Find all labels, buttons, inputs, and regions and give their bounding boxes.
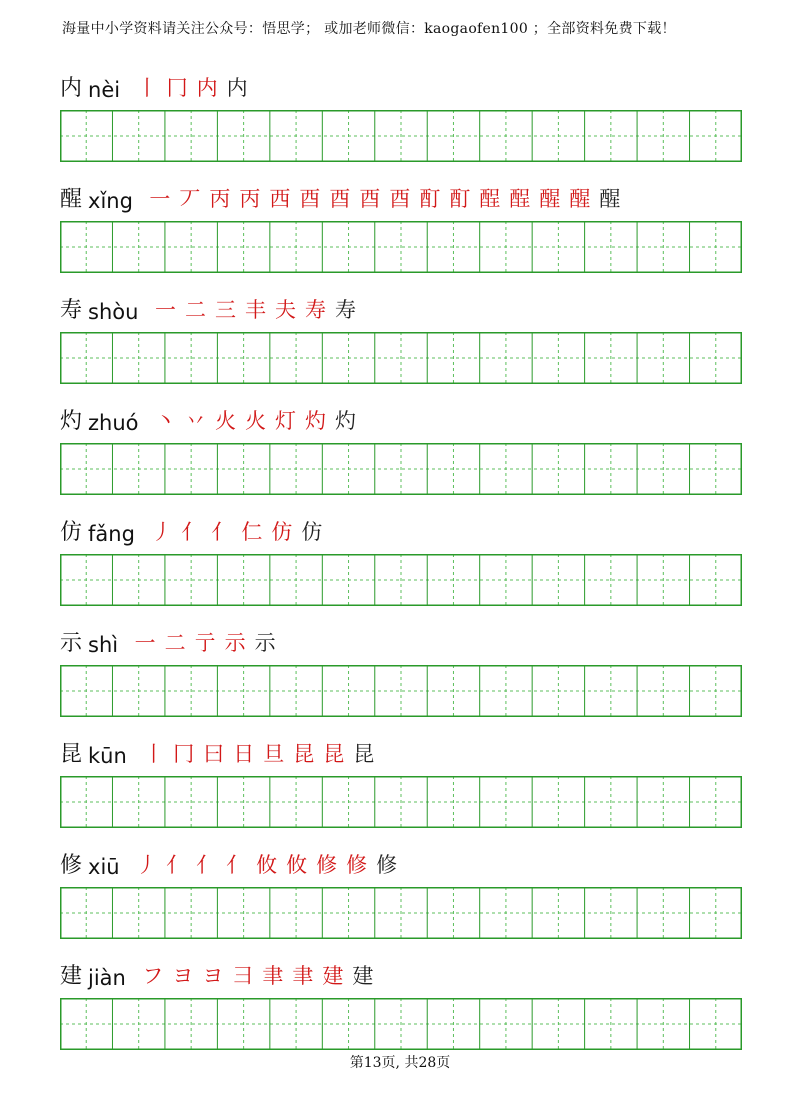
stroke-step: 灼 <box>335 409 357 433</box>
stroke-step: 丨 <box>136 76 158 100</box>
stroke-step: 三 <box>214 298 236 322</box>
character-label <box>60 847 402 879</box>
stroke-step: 仿 <box>271 520 293 544</box>
stroke-step: 酉 <box>329 187 351 211</box>
stroke-order-sequence <box>130 625 280 657</box>
stroke-step: 日 <box>233 742 255 766</box>
character-label <box>60 736 379 768</box>
stroke-step: 丰 <box>244 298 266 322</box>
grid-lines <box>60 887 742 939</box>
writing-grid[interactable] <box>60 332 742 384</box>
stroke-step: 彐 <box>232 964 254 988</box>
hanzi-character: 醒 <box>60 187 83 212</box>
pinyin-text: kūn <box>88 744 127 768</box>
stroke-step: 建 <box>322 964 344 988</box>
stroke-step: 修 <box>376 853 398 877</box>
pinyin-text: jiàn <box>88 966 126 990</box>
character-label <box>60 958 378 990</box>
stroke-step: 内 <box>196 76 218 100</box>
writing-grid[interactable] <box>60 998 742 1050</box>
stroke-step: 一 <box>134 631 156 655</box>
character-label <box>60 292 360 324</box>
hanzi-character: 昆 <box>60 742 83 767</box>
stroke-step: フ <box>142 964 164 988</box>
stroke-step: ヨ <box>202 964 224 988</box>
stroke-step: 醒 <box>599 187 621 211</box>
character-label <box>60 181 625 213</box>
stroke-step: 示 <box>254 631 276 655</box>
hanzi-character: 修 <box>60 853 83 878</box>
stroke-order-sequence <box>132 70 252 102</box>
stroke-step: 夫 <box>274 298 296 322</box>
stroke-step: 亻 <box>166 853 188 877</box>
stroke-step: 酉 <box>299 187 321 211</box>
writing-grid[interactable] <box>60 110 742 162</box>
stroke-step: 一 <box>154 298 176 322</box>
grid-lines <box>60 110 742 162</box>
stroke-step: 酉 <box>389 187 411 211</box>
stroke-step: 昆 <box>353 742 375 766</box>
stroke-step: 酲 <box>479 187 501 211</box>
pinyin-text: xiū <box>88 855 120 879</box>
stroke-order-sequence <box>145 181 625 213</box>
stroke-step: 亻 <box>211 520 233 544</box>
hanzi-character: 建 <box>60 964 83 989</box>
stroke-step: 仿 <box>301 520 323 544</box>
writing-grid[interactable] <box>60 554 742 606</box>
stroke-step: 亻 <box>181 520 203 544</box>
stroke-step: 丆 <box>179 187 201 211</box>
stroke-step: 一 <box>149 187 171 211</box>
stroke-step: 曰 <box>203 742 225 766</box>
pinyin-text: zhuó <box>88 411 139 435</box>
stroke-step: 二 <box>184 298 206 322</box>
character-label <box>60 70 252 102</box>
stroke-step: 西 <box>269 187 291 211</box>
grid-lines <box>60 443 742 495</box>
stroke-step: 寿 <box>304 298 326 322</box>
stroke-order-sequence <box>150 292 360 324</box>
writing-grid[interactable] <box>60 221 742 273</box>
stroke-step: 亻 <box>226 853 248 877</box>
stroke-step: 酊 <box>449 187 471 211</box>
hanzi-character: 仿 <box>60 520 83 545</box>
stroke-step: 酉 <box>359 187 381 211</box>
hanzi-character: 寿 <box>60 298 83 323</box>
stroke-step: 内 <box>226 76 248 100</box>
writing-grid[interactable] <box>60 776 742 828</box>
stroke-step: ヨ <box>172 964 194 988</box>
character-label <box>60 403 361 435</box>
pinyin-text: fǎng <box>88 522 135 546</box>
grid-lines <box>60 665 742 717</box>
page-header: 海量中小学资料请关注公众号：悟思学； 或加老师微信：kaogaofen100 ；全部资料免费下载！ <box>62 21 676 37</box>
hanzi-character: 内 <box>60 76 83 101</box>
grid-lines <box>60 221 742 273</box>
pinyin-text: shòu <box>88 300 139 324</box>
stroke-order-sequence <box>147 514 327 546</box>
stroke-step: 丿 <box>151 520 173 544</box>
stroke-step: 修 <box>346 853 368 877</box>
stroke-step: 冂 <box>166 76 188 100</box>
writing-grid[interactable] <box>60 665 742 717</box>
stroke-step: 仁 <box>241 520 263 544</box>
stroke-step: 酲 <box>509 187 531 211</box>
stroke-order-sequence <box>138 958 378 990</box>
stroke-step: 聿 <box>292 964 314 988</box>
stroke-step: 攸 <box>256 853 278 877</box>
writing-grid[interactable] <box>60 443 742 495</box>
character-label <box>60 625 280 657</box>
stroke-step: 冂 <box>173 742 195 766</box>
writing-grid[interactable] <box>60 887 742 939</box>
stroke-step: 二 <box>164 631 186 655</box>
stroke-step: 酊 <box>419 187 441 211</box>
stroke-step: 丙 <box>209 187 231 211</box>
stroke-order-sequence <box>132 847 402 879</box>
stroke-step: 丨 <box>143 742 165 766</box>
stroke-step: 建 <box>352 964 374 988</box>
stroke-step: 丿 <box>136 853 158 877</box>
page-footer: 第13页, 共28页 <box>349 1055 451 1071</box>
grid-lines <box>60 776 742 828</box>
stroke-step: 昆 <box>323 742 345 766</box>
stroke-step: 示 <box>224 631 246 655</box>
grid-lines <box>60 554 742 606</box>
pinyin-text: nèi <box>88 78 121 102</box>
stroke-step: 灼 <box>305 409 327 433</box>
pinyin-text: xǐng <box>88 189 133 213</box>
stroke-step: 火 <box>215 409 237 433</box>
stroke-step: 昆 <box>293 742 315 766</box>
stroke-step: 丶 <box>155 409 177 433</box>
stroke-step: 亍 <box>194 631 216 655</box>
stroke-step: 旦 <box>263 742 285 766</box>
stroke-step: 醒 <box>539 187 561 211</box>
stroke-step: 寿 <box>334 298 356 322</box>
stroke-step: 丷 <box>185 409 207 433</box>
stroke-step: 攸 <box>286 853 308 877</box>
stroke-order-sequence <box>151 403 361 435</box>
grid-lines <box>60 998 742 1050</box>
hanzi-character: 示 <box>60 631 83 656</box>
stroke-step: 修 <box>316 853 338 877</box>
stroke-step: 聿 <box>262 964 284 988</box>
stroke-step: 丙 <box>239 187 261 211</box>
stroke-step: 醒 <box>569 187 591 211</box>
stroke-step: 火 <box>245 409 267 433</box>
pinyin-text: shì <box>88 633 119 657</box>
stroke-order-sequence <box>139 736 379 768</box>
hanzi-character: 灼 <box>60 409 83 434</box>
grid-lines <box>60 332 742 384</box>
stroke-step: 灯 <box>275 409 297 433</box>
stroke-step: 亻 <box>196 853 218 877</box>
character-label <box>60 514 327 546</box>
